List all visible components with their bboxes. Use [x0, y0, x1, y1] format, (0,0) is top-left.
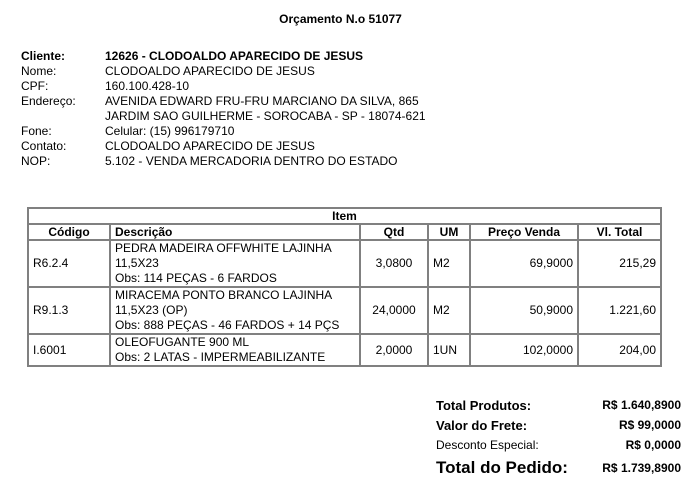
cell-preco: 69,9000 [470, 240, 578, 287]
cell-descricao [110, 240, 360, 287]
desc-line: MIRACEMA PONTO BRANCO LAJINHA [115, 288, 333, 302]
items-header-row [28, 224, 661, 240]
phone-label: Fone: [21, 124, 52, 138]
client-label: Cliente: [21, 49, 66, 63]
total-pedido-label: Total do Pedido: [436, 458, 568, 477]
col-preco: Preço Venda [470, 224, 578, 240]
cell-preco: 50,9000 [470, 287, 578, 334]
name-label: Nome: [21, 64, 57, 78]
address-value-2: JARDIM SAO GUILHERME - SOROCABA - SP - 18074-621 [105, 109, 426, 123]
cell-codigo: I.6001 [28, 334, 110, 366]
address-label: Endereço: [21, 94, 76, 108]
obs-line: Obs: 888 PEÇAS - 46 FARDOS + 14 PÇS [115, 318, 340, 332]
cpf-row [21, 79, 426, 94]
phone-value: Celular: (15) 996179710 [105, 124, 235, 138]
address-label-2 [21, 109, 105, 124]
cell-um: M2 [428, 240, 470, 287]
cell-qtd: 3,0800 [360, 240, 428, 287]
col-total: Vl. Total [578, 224, 661, 240]
col-codigo: Código [28, 224, 110, 240]
total-pedido-value: R$ 1.739,8900 [602, 461, 681, 475]
cell-preco: 102,0000 [470, 334, 578, 366]
nop-row [21, 154, 426, 169]
table-row [28, 240, 661, 287]
total-produtos-label: Total Produtos: [436, 397, 532, 413]
desconto-value: R$ 0,0000 [625, 438, 681, 452]
items-group-header: Item [28, 208, 661, 224]
phone-row [21, 124, 426, 139]
total-produtos-value: R$ 1.640,8900 [602, 398, 681, 412]
cell-total: 1.221,60 [578, 287, 661, 334]
desc-line: 11,5X23 [115, 256, 159, 270]
cell-total: 215,29 [578, 240, 661, 287]
items-table [27, 207, 662, 367]
cell-codigo: R9.1.3 [28, 287, 110, 334]
table-row [28, 287, 661, 334]
obs-line: Obs: 2 LATAS - IMPERMEABILIZANTE [115, 350, 326, 364]
desc-line: OLEOFUGANTE 900 ML [115, 335, 250, 349]
address-row [21, 94, 426, 109]
client-row [21, 49, 426, 64]
cell-um: 1UN [428, 334, 470, 366]
desconto-row [436, 435, 681, 455]
cell-total: 204,00 [578, 334, 661, 366]
contact-label: Contato: [21, 139, 67, 153]
desconto-label: Desconto Especial: [436, 438, 539, 452]
totals-summary [436, 395, 681, 481]
cell-qtd: 24,0000 [360, 287, 428, 334]
total-pedido-row [436, 455, 681, 481]
col-qtd: Qtd [360, 224, 428, 240]
desc-line: PEDRA MADEIRA OFFWHITE LAJINHA [115, 241, 332, 255]
total-produtos-row [436, 395, 681, 415]
cpf-label: CPF: [21, 79, 49, 93]
obs-line: Obs: 114 PEÇAS - 6 FARDOS [115, 271, 277, 285]
frete-row [436, 415, 681, 435]
address-row-2 [21, 109, 426, 124]
cell-um: M2 [428, 287, 470, 334]
contact-row [21, 139, 426, 154]
col-um: UM [428, 224, 470, 240]
address-value: AVENIDA EDWARD FRU-FRU MARCIANO DA SILVA, 865 [105, 94, 419, 108]
cell-descricao [110, 334, 360, 366]
cpf-value: 160.100.428-10 [105, 79, 190, 93]
contact-value: CLODOALDO APARECIDO DE JESUS [105, 139, 315, 153]
desc-line: 11,5X23 (OP) [115, 303, 188, 317]
cell-codigo: R6.2.4 [28, 240, 110, 287]
client-value: 12626 - CLODOALDO APARECIDO DE JESUS [105, 49, 364, 63]
name-value: CLODOALDO APARECIDO DE JESUS [105, 64, 315, 78]
nop-label: NOP: [21, 154, 51, 168]
frete-value: R$ 99,0000 [618, 418, 681, 432]
cell-qtd: 2,0000 [360, 334, 428, 366]
cell-descricao [110, 287, 360, 334]
col-descricao: Descrição [110, 224, 360, 240]
name-row [21, 64, 426, 79]
frete-label: Valor do Frete: [436, 417, 528, 433]
client-info [21, 49, 426, 169]
table-row [28, 334, 661, 366]
document-title: Orçamento N.o 51077 [279, 12, 402, 26]
nop-value: 5.102 - VENDA MERCADORIA DENTRO DO ESTADO [105, 154, 398, 168]
